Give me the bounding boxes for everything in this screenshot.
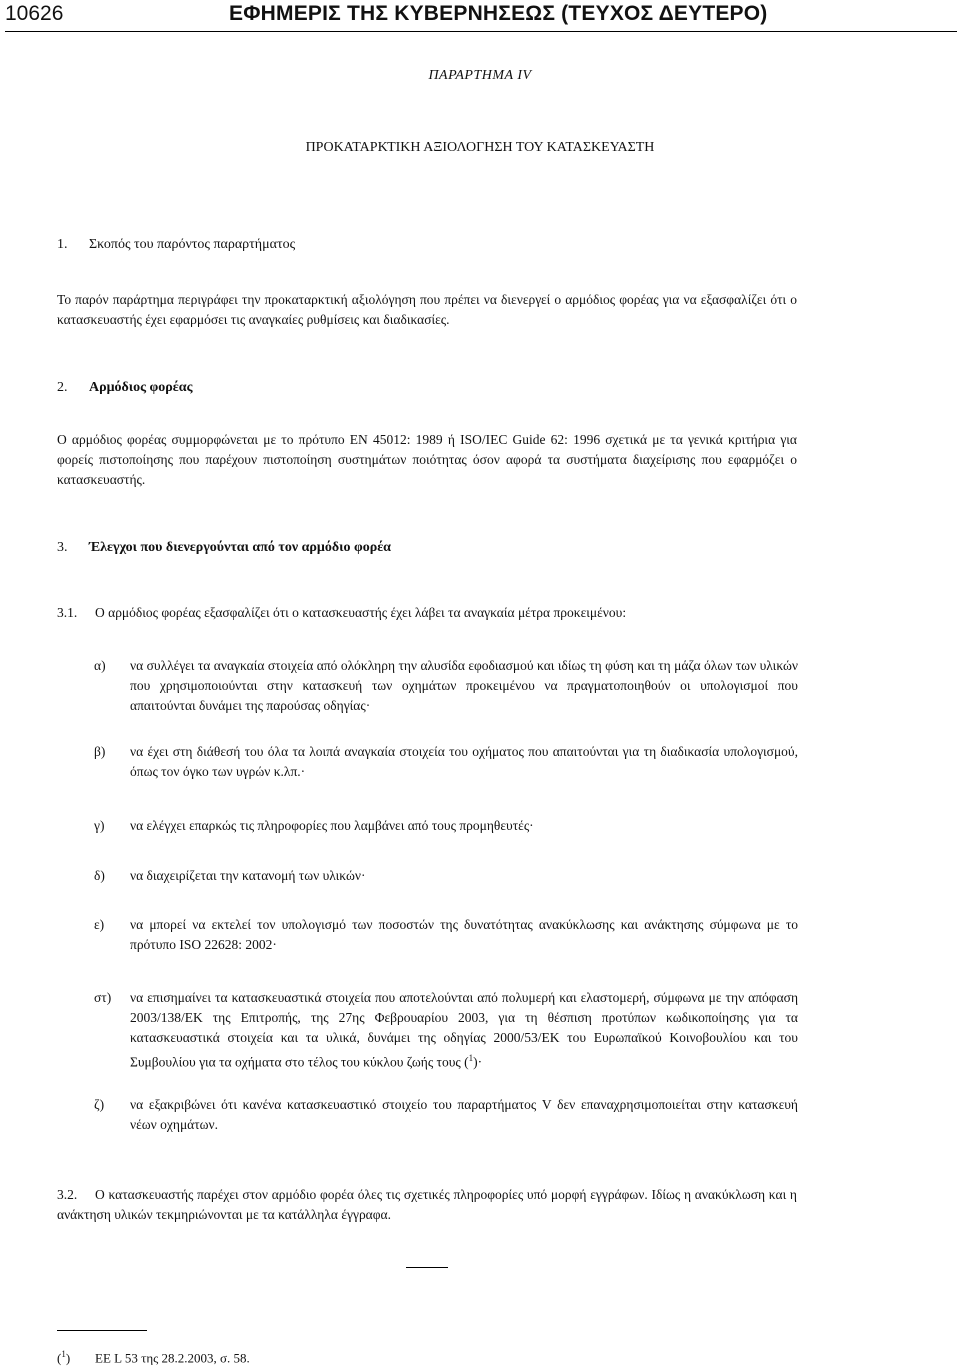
- list-item-marker: α): [94, 658, 106, 673]
- list-item: [94, 915, 798, 955]
- list-item-text: να έχει στη διάθεσή του όλα τα λοιπά αναγκαία στοιχεία του οχήματος που απαιτούνται για τη διαδικασία υπολογισμού, όπως τον όγκο των υγρών κ.λπ.·: [130, 744, 798, 779]
- subsection-3-1-text: Ο αρμόδιος φορέας εξασφαλίζει ότι ο κατασκευαστής έχει λάβει τα αναγκαία μέτρα προκειμένου:: [95, 605, 627, 620]
- subsection-3-1: [57, 603, 797, 623]
- list-item-text-start: να επισημαίνει τα κατασκευαστικά στοιχεία που αποτελούνται από πολυμερή και ελαστομερή, σύμφωνα με την απόφαση 2003/138/ΕΚ της Επιτροπής, της 27ης Φεβρουαρίου 2003, για τη θέσπιση προτύπων κωδικοποίησης για τα κατασκευαστικά στοιχεία και τα υλικά, δυνάμει της οδηγίας 2000/53/ΕΚ του Ευρωπαϊκού Κοινοβουλίου και του Συμβουλίου για τα οχήματα στο τέλος του κύκλου ζωής τους (: [130, 990, 798, 1070]
- list-item: [94, 1095, 798, 1135]
- list-item-text-end: )·: [473, 1054, 483, 1070]
- footnote-open-paren: (: [57, 1350, 62, 1366]
- section-2-title: Αρμόδιος φορέας: [89, 380, 193, 395]
- subsection-3-2: [57, 1185, 797, 1225]
- list-item-text: [130, 988, 798, 1073]
- footnote-reference[interactable]: 1: [468, 1053, 474, 1063]
- list-item: [94, 742, 798, 782]
- section-1-title: Σκοπός του παρόντος παραρτήματος: [89, 237, 296, 252]
- list-item: [94, 866, 798, 886]
- list-item-marker: στ): [94, 990, 112, 1005]
- list-item-marker: ε): [94, 917, 105, 932]
- section-3-heading: [57, 540, 391, 556]
- subsection-3-2-text: Ο κατασκευαστής παρέχει στον αρμόδιο φορέα όλες τις σχετικές πληροφορίες υπό μορφή εγγράφων. Ιδίως η ανακύκλωση και η ανάκτηση υλικών τεκμηριώνονται με τα κατάλληλα έγγραφα.: [57, 1187, 797, 1222]
- footnote-number: 1: [61, 1349, 66, 1359]
- footnote-marker: [57, 1349, 95, 1366]
- section-2-number: 2.: [57, 380, 68, 395]
- list-item-marker: γ): [94, 818, 105, 833]
- section-1-number: 1.: [57, 237, 68, 252]
- footnote-rule: [57, 1330, 147, 1331]
- list-item-marker: β): [94, 744, 106, 759]
- section-2-heading: [57, 380, 192, 396]
- section-3-number: 3.: [57, 540, 68, 555]
- subsection-3-2-number: 3.2.: [57, 1187, 78, 1202]
- list-item: [94, 988, 798, 1073]
- subsection-3-1-number: 3.1.: [57, 605, 78, 620]
- footnote: [57, 1349, 250, 1366]
- header-rule: [5, 31, 957, 32]
- list-item-text: να διαχειρίζεται την κατανομή των υλικών·: [130, 868, 366, 883]
- section-2-text: Ο αρμόδιος φορέας συμμορφώνεται με το πρότυπο EN 45012: 1989 ή ISO/IEC Guide 62: 1996 σχετικά με τα γενικά κριτήρια για φορείς πιστοποίησης που παρέχουν πιστοποίηση συστημάτων ποιότητας όσον αφορά τα συστήματα διαχείρισης που εφαρμόζει ο κατασκευαστής.: [57, 432, 797, 487]
- section-1-text: Το παρόν παράρτημα περιγράφει την προκαταρκτική αξιολόγηση που πρέπει να διενεργεί ο αρμόδιος φορέας για να εξασφαλίζει ότι ο κατασκευαστής έχει εφαρμόσει τις αναγκαίες ρυθμίσεις και διαδικασίες.: [57, 292, 797, 327]
- list-item-text: να μπορεί να εκτελεί τον υπολογισμό των ποσοστών της δυνατότητας ανακύκλωσης και ανάκτησης σύμφωνα με το πρότυπο ISO 22628: 2002·: [130, 917, 798, 952]
- annex-title: ΠΡΟΚΑΤΑΡΚΤΙΚΗ ΑΞΙΟΛΟΓΗΣΗ ΤΟΥ ΚΑΤΑΣΚΕΥΑΣΤΗ: [305, 140, 655, 155]
- list-item: [94, 816, 798, 836]
- gazette-title: ΕΦΗΜΕΡΙΣ ΤΗΣ ΚΥΒΕΡΝΗΣΕΩΣ (ΤΕΥΧΟΣ ΔΕΥΤΕΡΟ): [229, 2, 768, 25]
- list-item-marker: δ): [94, 868, 105, 883]
- section-3-title: Έλεγχοι που διενεργούνται από τον αρμόδιο φορέα: [89, 540, 391, 555]
- page-header: [0, 0, 960, 30]
- end-separator: [406, 1267, 448, 1268]
- annex-label: ΠΑΡΑΡΤΗΜΑ IV: [428, 68, 532, 83]
- list-item-text: να ελέγχει επαρκώς τις πληροφορίες που λαμβάνει από τους προμηθευτές·: [130, 818, 534, 833]
- list-item-text: να εξακριβώνει ότι κανένα κατασκευαστικό στοιχείο του παραρτήματος V δεν επαναχρησιμοποιείται στην κατασκευή νέων οχημάτων.: [130, 1097, 798, 1132]
- section-1-heading: [57, 237, 295, 253]
- page-number: 10626: [5, 2, 64, 25]
- list-item-text: να συλλέγει τα αναγκαία στοιχεία από ολόκληρη την αλυσίδα εφοδιασμού και ιδίως τη φύση και τη μάζα όλων των υλικών που χρησιμοποιούνται στην κατασκευή των οχημάτων προκειμένου να πραγματοποιηθούν οι υπολογισμοί που απαιτούνται δυνάμει της παρούσας οδηγίας·: [130, 658, 798, 713]
- list-item-marker: ζ): [94, 1097, 105, 1112]
- footnote-text: ΕΕ L 53 της 28.2.2003, σ. 58.: [95, 1350, 250, 1366]
- footnote-close-paren: ): [65, 1350, 71, 1366]
- list-item: [94, 656, 798, 716]
